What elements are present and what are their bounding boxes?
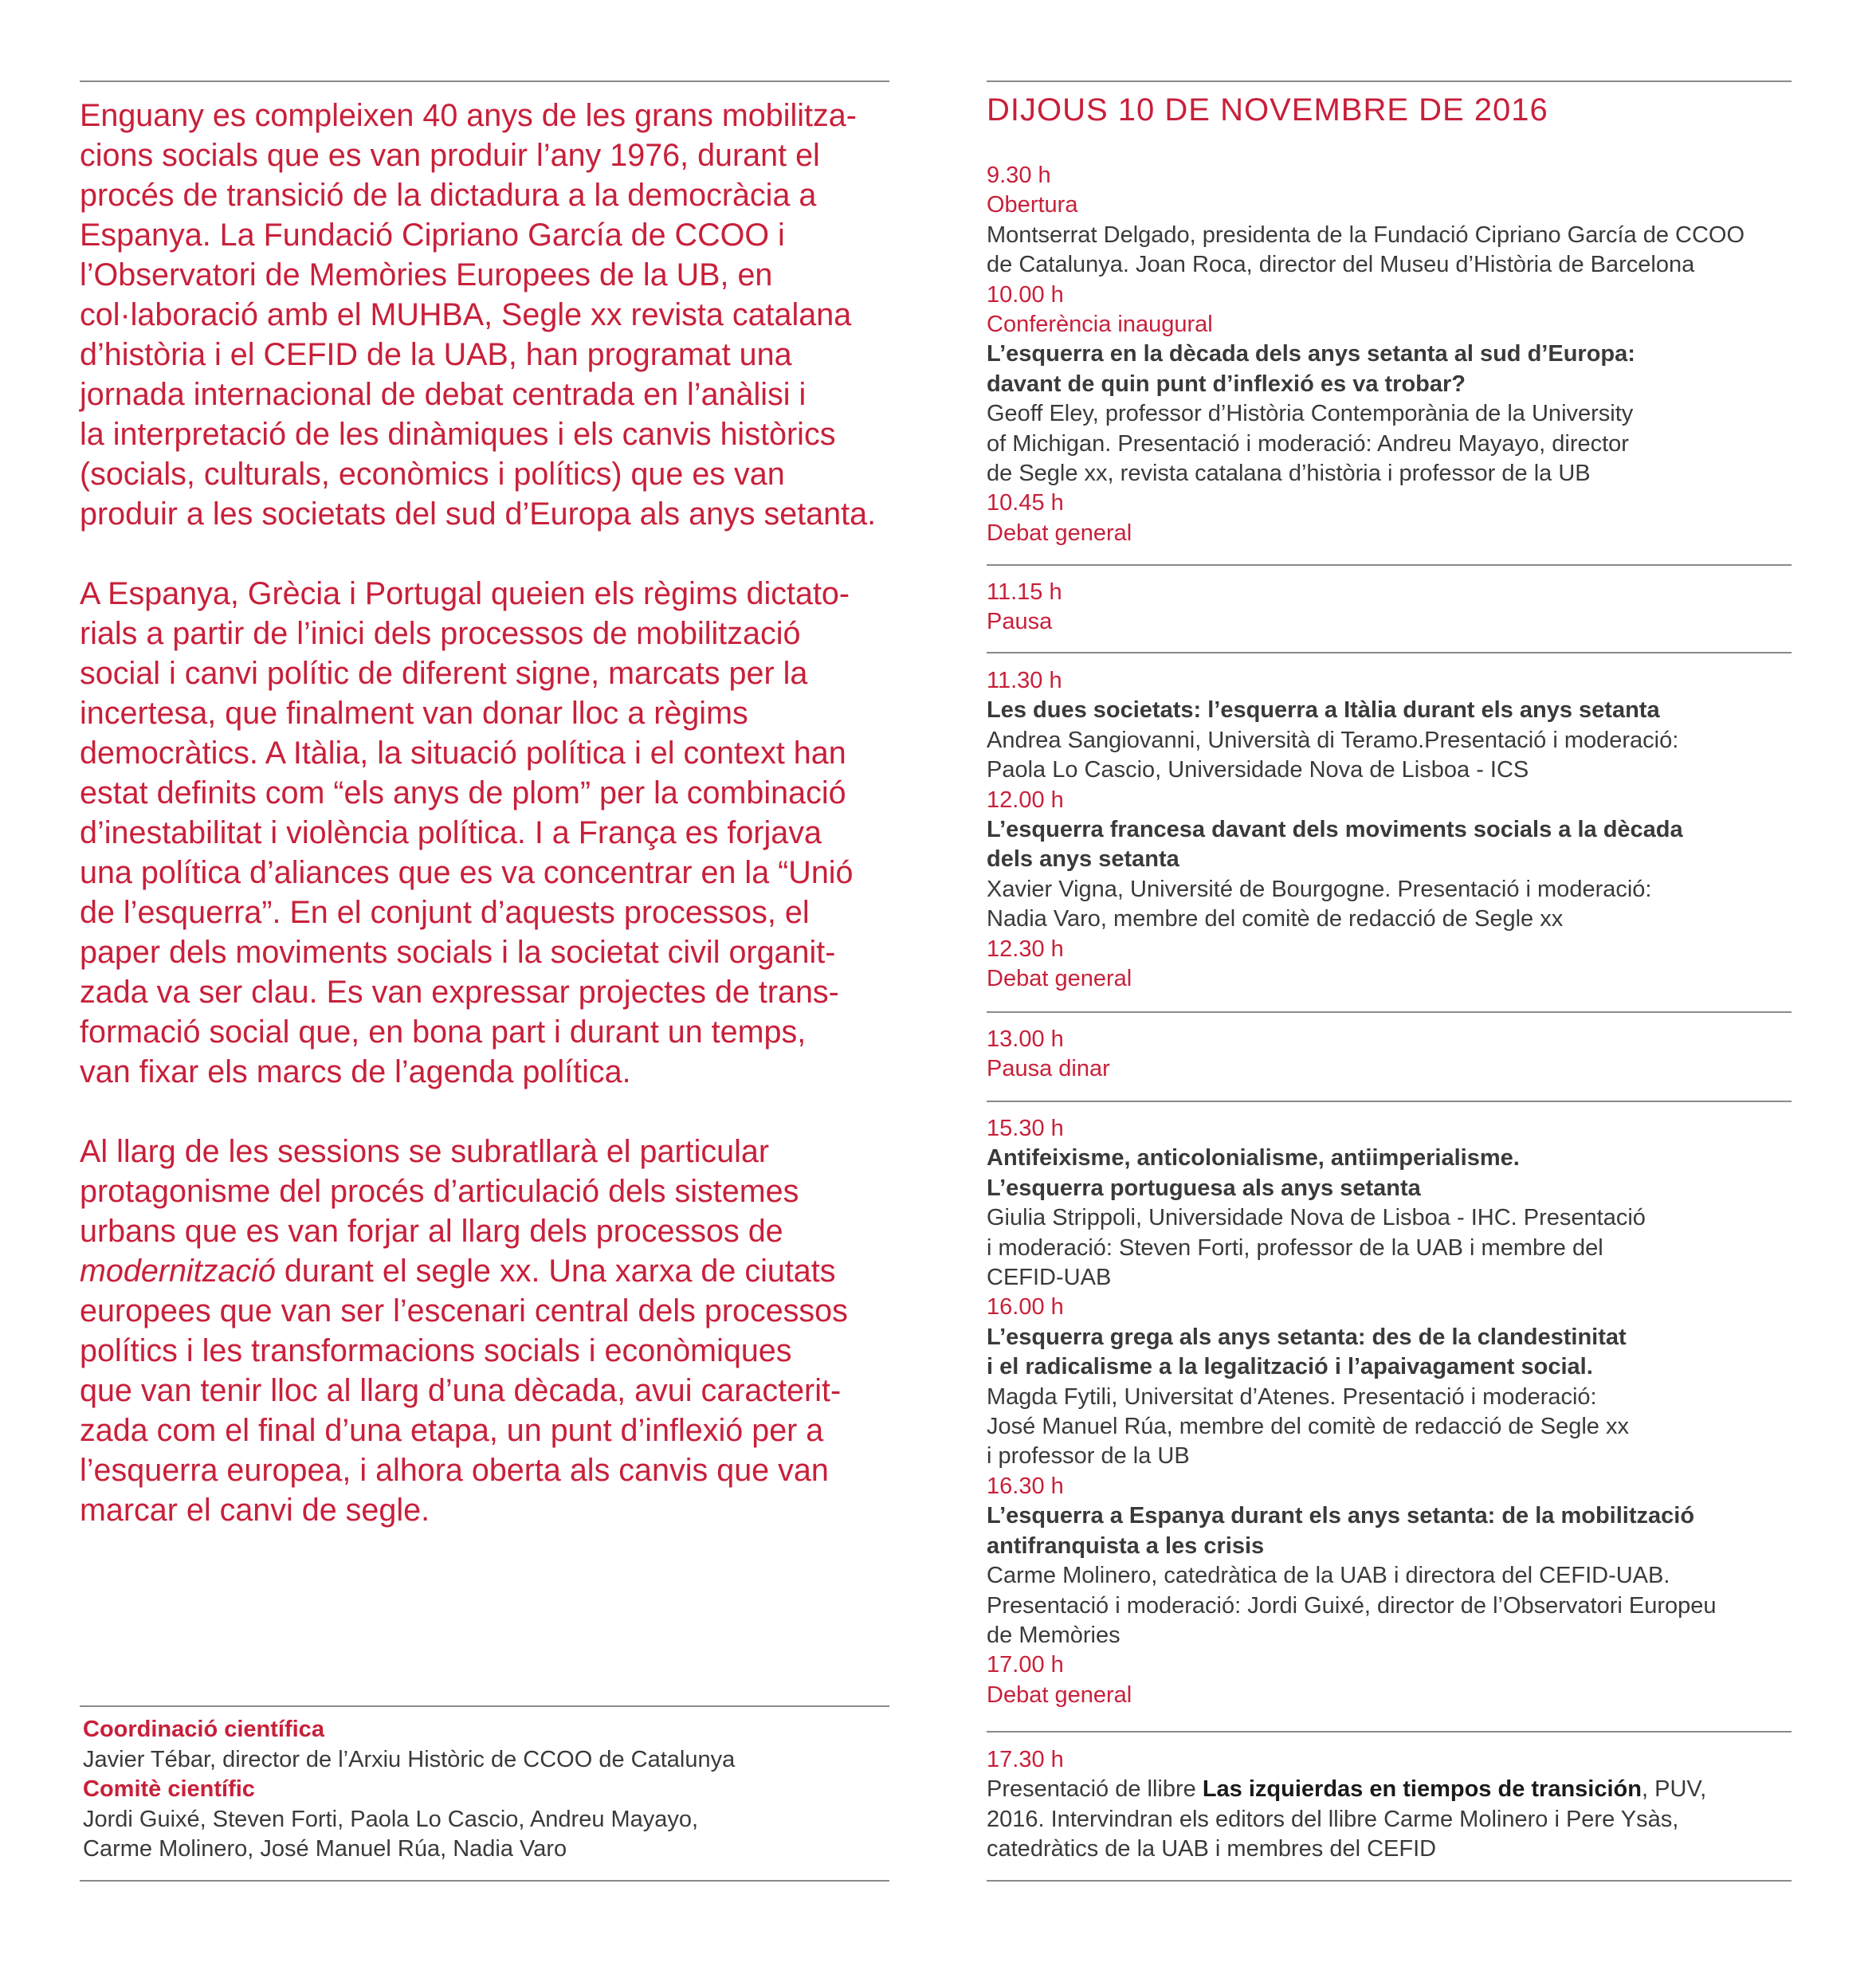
left-credits-rule bbox=[80, 1705, 889, 1707]
talk-title: L’esquerra en la dècada dels anys setanta al sud d’Europa: davant de quin punt d’inflexió es va trobar? bbox=[987, 341, 1635, 397]
intro-p3-part-b: durant el segle xx. Una xarxa de ciutats europees que van ser l’escenari central dels processos polítics i les transformacions socials i econòmiques que van tenir lloc al llarg d’una dècada, avui caracterit- zada com el final d’una etapa, un punt d’inflexió per a l’esquerra europea, i alhora oberta als canvis que van marcar el canvi de segle. bbox=[80, 1254, 848, 1528]
session-type: Debat general bbox=[987, 966, 1132, 992]
time-label: 16.00 h bbox=[987, 1294, 1064, 1321]
session-description: Carme Molinero, catedràtica de la UAB i directora del CEFID-UAB. Presentació i moderació: Jordi Guixé, director de l’Observatori Europeu de Memòries bbox=[987, 1563, 1717, 1648]
time-label: 13.00 h bbox=[987, 1026, 1064, 1052]
coordination-text: Javier Tébar, director de l’Arxiu Històric de CCOO de Catalunya bbox=[83, 1746, 736, 1772]
talk-title: Les dues societats: l’esquerra a Itàlia durant els anys setanta bbox=[987, 697, 1660, 724]
right-bottom-rule bbox=[987, 1880, 1792, 1882]
session-afternoon bbox=[987, 1114, 1792, 1710]
left-top-rule bbox=[80, 80, 889, 82]
time-label: 9.30 h bbox=[987, 163, 1051, 188]
session-type: Conferència inaugural bbox=[987, 312, 1213, 338]
intro-p3-emphasis: modernització bbox=[80, 1254, 276, 1289]
session-break bbox=[987, 578, 1792, 638]
intro-paragraph-2: A Espanya, Grècia i Portugal queien els règims dictato- rials a partir de l’inici dels processos de mobilització social i canvi polític de diferent signe, marcats per la incertesa, que finalment van donar lloc a règims democràtics. A Itàlia, la situació política i el context han estat definits com “els anys de plom” per la combinació d’inestabilitat i violència política. I a França es forjava una política d’aliances que es va concentrar en la “Unió de l’esquerra”. En el conjunt d’aquests processos, el paper dels moviments socials i la societat civil organit- zada va ser clau. Es van expressar projectes de trans- formació social que, en bona part i durant un temps, van fixar els marcs de l’agenda política. bbox=[80, 576, 854, 1089]
right-top-rule bbox=[987, 80, 1792, 82]
right-rule-4 bbox=[987, 1101, 1792, 1102]
right-rule-3 bbox=[987, 1011, 1792, 1013]
session-description: Andrea Sangiovanni, Università di Teramo.Presentació i moderació: Paola Lo Cascio, Universidade Nova de Lisboa - ICS bbox=[987, 727, 1679, 783]
time-label: 12.30 h bbox=[987, 936, 1064, 962]
time-label: 17.00 h bbox=[987, 1652, 1064, 1678]
introduction bbox=[80, 96, 893, 1570]
time-label: 11.30 h bbox=[987, 668, 1062, 693]
time-label: 10.00 h bbox=[987, 281, 1064, 308]
right-rule-1 bbox=[987, 564, 1792, 566]
session-type: Debat general bbox=[987, 1682, 1132, 1708]
talk-title: L’esquerra grega als anys setanta: des de la clandestinitat i el radicalisme a la legalització i l’apaivagament social. bbox=[987, 1324, 1627, 1380]
time-label: 11.15 h bbox=[987, 579, 1062, 605]
credits bbox=[83, 1715, 888, 1865]
talk-title: Antifeixisme, anticolonialisme, antiimperialisme. L’esquerra portuguesa als anys setanta bbox=[987, 1145, 1520, 1201]
committee-text: Jordi Guixé, Steven Forti, Paola Lo Cascio, Andreu Mayayo, Carme Molinero, José Manuel Rúa, Nadia Varo bbox=[83, 1806, 699, 1862]
talk-title: L’esquerra a Espanya durant els anys setanta: de la mobilització antifranquista a les crisis bbox=[987, 1503, 1695, 1559]
committee-label: Comitè científic bbox=[83, 1776, 255, 1802]
session-morning bbox=[987, 666, 1792, 994]
book-details: , PUV, 2016. Intervindran els editors del llibre Carme Molinero i Pere Ysàs, catedràtics de la UAB i membres del CEFID bbox=[987, 1776, 1707, 1862]
intro-p3-part-a: Al llarg de les sessions se subratllarà el particular protagonisme del procés d’articulació dels sistemes urbans que es van forjar al llarg dels processos de bbox=[80, 1134, 799, 1249]
time-label: 12.00 h bbox=[987, 787, 1064, 813]
session-type: Pausa dinar bbox=[987, 1056, 1110, 1082]
time-label: 10.45 h bbox=[987, 490, 1064, 516]
talk-title: L’esquerra francesa davant dels moviments socials a la dècada dels anys setanta bbox=[987, 817, 1683, 873]
session-description: Geoff Eley, professor d’Història Contemporània de la University of Michigan. Presentació i moderació: Andreu Mayayo, director de Segle xx, revista catalana d’història i professor de la UB bbox=[987, 401, 1634, 487]
session-description: Montserrat Delgado, presidenta de la Fundació Cipriano García de CCOO de Catalunya. Joan Roca, director del Museu d’Història de Barcelona bbox=[987, 222, 1745, 278]
book-presentation-text bbox=[987, 1775, 1792, 1864]
right-rule-5 bbox=[987, 1731, 1792, 1733]
session-description: Xavier Vigna, Université de Bourgogne. Presentació i moderació: Nadia Varo, membre del comitè de redacció de Segle xx bbox=[987, 876, 1652, 932]
day-title: DIJOUS 10 DE NOVEMBRE DE 2016 bbox=[987, 92, 1548, 128]
coordination-label: Coordinació científica bbox=[83, 1717, 324, 1742]
time-label: 15.30 h bbox=[987, 1116, 1064, 1141]
session-type: Obertura bbox=[987, 192, 1078, 218]
session-lunch bbox=[987, 1025, 1792, 1085]
time-label: 16.30 h bbox=[987, 1473, 1064, 1499]
session-opening bbox=[987, 161, 1792, 548]
left-bottom-rule bbox=[80, 1880, 889, 1882]
right-rule-2 bbox=[987, 652, 1792, 653]
intro-paragraph-3 bbox=[80, 1132, 893, 1530]
session-type: Debat general bbox=[987, 520, 1132, 546]
intro-paragraph-1: Enguany es compleixen 40 anys de les grans mobilitza- cions socials que es van produir l’any 1976, durant el procés de transició de la dictadura a la democràcia a Espanya. La Fundació Cipriano García de CCOO i l’Observatori de Memòries Europees de la UB, en col·laboració amb el MUHBA, Segle xx revista catalana d’història i el CEFID de la UAB, han programat una jornada internacional de debat centrada en l’anàlisi i la interpretació de les dinàmiques i els canvis històrics (socials, culturals, econòmics i polítics) que es van produir a les societats del sud d’Europa als anys setanta. bbox=[80, 98, 877, 532]
session-type: Pausa bbox=[987, 609, 1053, 635]
session-description: Magda Fytili, Universitat d’Atenes. Presentació i moderació: José Manuel Rúa, membre del comitè de redacció de Segle xx i professor de la UB bbox=[987, 1383, 1629, 1470]
book-title: Las izquierdas en tiempos de transición bbox=[1202, 1776, 1642, 1803]
session-book-presentation bbox=[987, 1745, 1792, 1865]
book-intro: Presentació de llibre bbox=[987, 1776, 1203, 1803]
time-label: 17.30 h bbox=[987, 1747, 1064, 1772]
session-description: Giulia Strippoli, Universidade Nova de Lisboa - IHC. Presentació i moderació: Steven Forti, professor de la UAB i membre del CEFID-UAB bbox=[987, 1205, 1646, 1291]
